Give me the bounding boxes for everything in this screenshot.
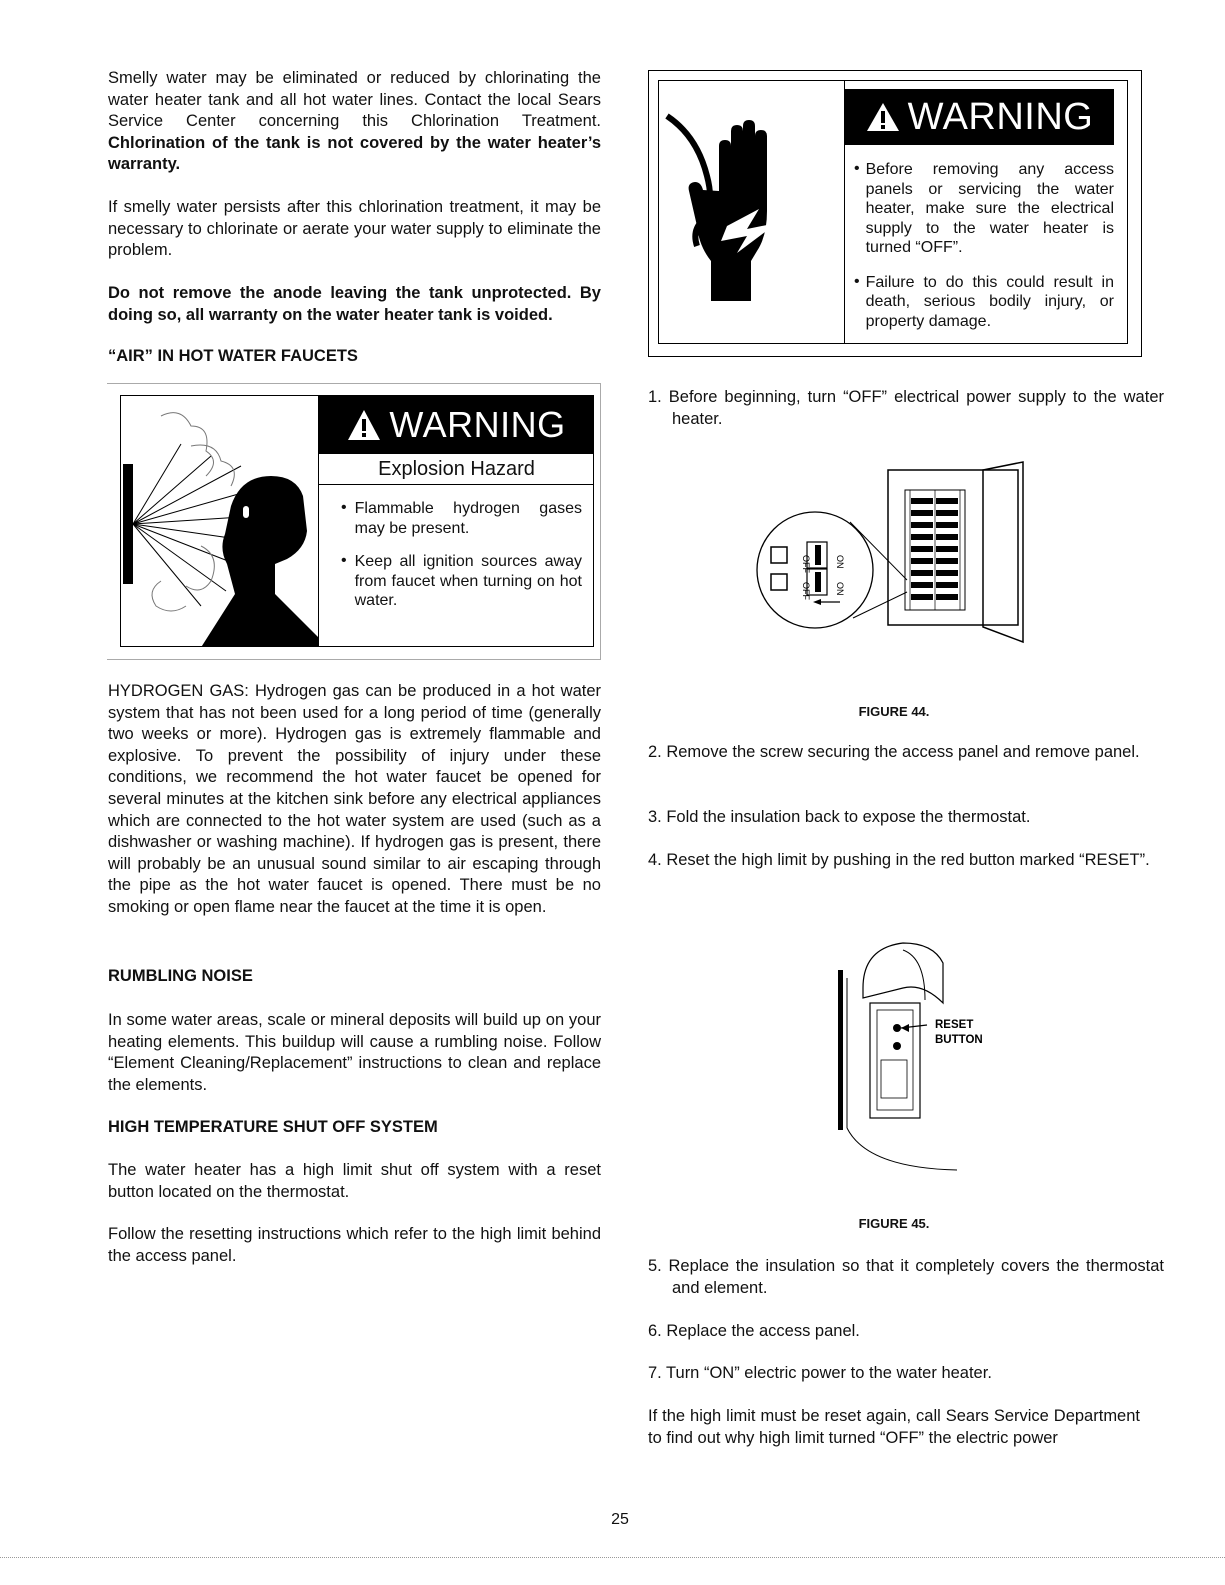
warning-title: WARNING: [907, 95, 1094, 138]
step-2: 2. Remove the screw securing the access panel and remove panel.: [648, 743, 1140, 761]
air-in-faucets-heading: “AIR” IN HOT WATER FAUCETS: [108, 347, 358, 365]
bullet-text: Failure to do this could result in death, serious bodily injury, or property damage.: [865, 273, 1114, 330]
warning-triangle-icon: [866, 101, 900, 133]
hydrogen-gas-paragraph: HYDROGEN GAS: Hydrogen gas can be produced in a hot water system that has not been used for a long period of time (generally two weeks or more). Hydrogen gas is extremely flammable and explosive. To prevent the possibility of injury under these conditions, we recommend the hot water faucet be opened for several minutes at the kitchen sink before any electrical appliances which are connected to the hot water system are used (such as a dishwasher or washing machine). If hydrogen gas is present, there will probably be an unusual sound similar to air escaping through the pipe as the hot water faucet is opened. There must be no smoking or open flame near the faucet at the time it is open.: [108, 682, 601, 916]
step-3: 3. Fold the insulation back to expose the thermostat.: [648, 808, 1031, 826]
figure-44-caption: FIGURE 44.: [858, 704, 930, 719]
smelly-water-text: Smelly water may be eliminated or reduced by chlorinating the water heater tank and all hot water lines. Contact the local Sears Service Center concerning this Chlorination Treatment.: [108, 69, 601, 131]
bullet-item: • Failure to do this could result in death, serious bodily injury, or property damage.: [854, 272, 1114, 330]
step-5: 5. Replace the insulation so that it completely covers the thermostat and element.: [648, 1257, 1164, 1297]
left-column: [108, 68, 601, 176]
bullet-item: • Keep all ignition sources away from faucet when turning on hot water.: [341, 552, 582, 609]
bullet-text: Keep all ignition sources away from faucet when turning on hot water.: [354, 553, 582, 609]
warning-banner: [845, 89, 1114, 145]
warning-banner: [319, 396, 594, 454]
bullet-item: • Flammable hydrogen gases may be present.: [341, 499, 582, 537]
high-temp-heading: HIGH TEMPERATURE SHUT OFF SYSTEM: [108, 1118, 438, 1136]
step-4: 4. Reset the high limit by pushing in the red button marked “RESET”.: [648, 851, 1150, 869]
rumbling-noise-heading: RUMBLING NOISE: [108, 967, 253, 985]
breaker-on-label-2: ON: [835, 582, 845, 596]
warning-triangle-icon: [347, 408, 381, 442]
page-bottom-rule: [0, 1557, 1225, 1558]
high-temp-paragraph-2: Follow the resetting instructions which refer to the high limit behind the access panel.: [108, 1225, 601, 1265]
explosion-bullets: [319, 485, 594, 611]
bullet-text: Flammable hydrogen gases may be present.: [354, 500, 582, 537]
breaker-on-label-1: ON: [835, 555, 845, 569]
explosion-warning-panel: [318, 396, 594, 646]
explosion-hazard-subtitle: Explosion Hazard: [319, 454, 594, 485]
electrical-warning-box: [658, 80, 1128, 344]
step-1: 1. Before beginning, turn “OFF” electrical power supply to the water heater.: [648, 388, 1164, 428]
electrical-warning-panel: [844, 81, 1128, 343]
figure-45-caption: FIGURE 45.: [858, 1216, 930, 1231]
bullet-item: • Before removing any access panels or servicing the water heater, make sure the electrical supply to the water heater is turned “OFF”.: [854, 160, 1114, 256]
breaker-off-label-2: OFF: [801, 582, 811, 600]
persist-paragraph: If smelly water persists after this chlorination treatment, it may be necessary to chlorinate or aerate your water supply to eliminate the problem.: [108, 198, 601, 260]
explosion-person-icon: [121, 396, 318, 646]
smelly-water-paragraph: [108, 68, 601, 176]
thermostat-reset-figure: [835, 938, 1005, 1173]
rumbling-noise-paragraph: In some water areas, scale or mineral deposits will build up on your heating elements. This buildup will cause a rumbling noise. Follow “Element Cleaning/Replacement” instructions to clean and replace the elements.: [108, 1011, 601, 1094]
breaker-off-label-1: OFF: [801, 555, 811, 573]
chlorination-warranty-note: Chlorination of the tank is not covered by the water heater’s warranty.: [108, 133, 601, 174]
warning-title: WARNING: [389, 404, 566, 445]
page-number: 25: [611, 1511, 629, 1528]
anode-warning-paragraph: Do not remove the anode leaving the tank unprotected. By doing so, all warranty on the water heater tank is voided.: [108, 284, 601, 324]
final-paragraph: If the high limit must be reset again, call Sears Service Department to find out why high limit turned “OFF” the electric power: [648, 1407, 1140, 1447]
high-temp-paragraph-1: The water heater has a high limit shut off system with a reset button located on the thermostat.: [108, 1161, 601, 1201]
electrical-bullets: [845, 145, 1128, 331]
breaker-panel-figure: [755, 460, 1045, 660]
step-6: 6. Replace the access panel.: [648, 1322, 860, 1340]
explosion-warning-box: [120, 395, 594, 647]
reset-label-line1: RESET: [935, 1019, 974, 1031]
reset-label-line2: BUTTON: [935, 1034, 983, 1046]
step-7: 7. Turn “ON” electric power to the water heater.: [648, 1364, 992, 1382]
electric-shock-hand-icon: [659, 81, 844, 343]
bullet-text: Before removing any access panels or servicing the water heater, make sure the electrical supply to the water heater is turned “OFF”.: [865, 161, 1114, 256]
